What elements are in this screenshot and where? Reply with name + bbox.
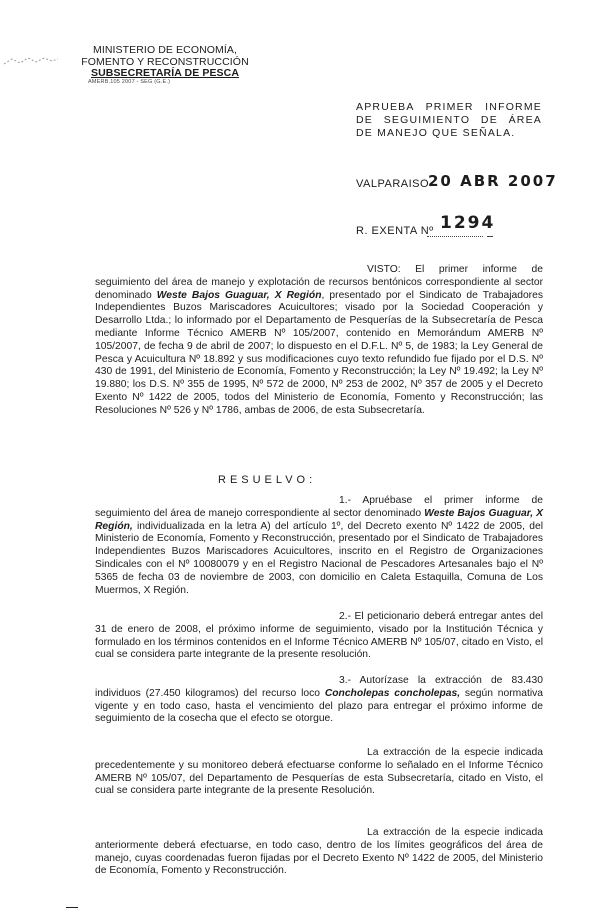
bottom-mark xyxy=(66,907,78,908)
item-1-text-b: individualizada en la letra A) del artículo 1º, del Decreto exento Nº 1422 de 2005, del Ministerio de Economía, Fomento y Reconstrucción, presentado por el Sindicato de Trabajadores Independientes Buzos Mariscadores Acuicultores, inscrito en el Registro de Organizaciones Sindicales con el Nº 10080079 y en el Registro Nacional de Pescadores Artesanales bajo el Nº 5365 de fecha 03 de noviembre de 2003, con domicilio en Caleta Estaquilla, Comuna de Los Muermos, X Región. xyxy=(95,520,543,596)
visto-area-name: Weste Bajos Guaguar, X Región xyxy=(156,289,322,301)
resolution-item-5 xyxy=(95,827,543,878)
exenta-number: 1294 xyxy=(440,213,496,233)
number-underline xyxy=(427,236,483,237)
reference-code: AMERB.105 2007 - SEG (G.E.) xyxy=(88,79,171,85)
exenta-label: R. EXENTA Nº xyxy=(356,225,434,237)
resolution-item-1 xyxy=(95,495,543,597)
ministry-name: MINISTERIO DE ECONOMÍA, xyxy=(92,44,238,56)
subsecretary-name: SUBSECRETARÍA DE PESCA xyxy=(90,67,240,79)
document-title: APRUEBA PRIMER INFORME DE SEGUIMIENTO DE ÁREA DE MANEJO QUE SEÑALA. xyxy=(356,101,542,139)
date-stamp: 20 ABR 2007 xyxy=(428,172,558,190)
item-3-text-a: 3.- Autorízase la extracción de 83.430 individuos (27.450 kilogramos) del recurso loco xyxy=(95,675,543,699)
item-1-area-name: Weste Bajos Guaguar, X Región, xyxy=(95,507,543,532)
item-2-text: 2.- El peticionario deberá entregar antes del 31 de enero de 2008, el próximo informe de seguimiento, visado por la Institución Técnica y formulado en los términos contenidos en el Informe Técnico AMERB Nº 105/07, citado en Visto, el cual se considera parte integrante de la presente resolución. xyxy=(95,611,543,661)
resolution-item-4 xyxy=(95,747,543,798)
stamp-mark xyxy=(2,55,60,67)
item-1-text-a: 1.- Apruébase el primer informe de seguimiento del área de manejo correspondiente al sector denominado xyxy=(95,495,543,519)
resolution-item-3 xyxy=(95,675,543,726)
place-label: VALPARAISO xyxy=(356,178,430,190)
resolution-item-2 xyxy=(95,611,543,662)
item-3-species-name: Concholepas concholepas, xyxy=(324,687,461,699)
item-4-text: La extracción de la especie indicada precedentemente y su monitoreo deberá efectuarse conforme lo señalado en el Informe Técnico AMERB Nº 105/07, del Departamento de Pesquerías de esta Subsecretaría, citado en Visto, el cual se considera parte integrante de la presente Resolución. xyxy=(95,747,543,797)
visto-paragraph xyxy=(95,264,543,418)
resuelvo-heading: RESUELVO: xyxy=(218,474,317,486)
ministry-division: FOMENTO Y RECONSTRUCCIÓN xyxy=(81,55,249,68)
item-5-text: La extracción de la especie indicada anteriormente deberá efectuarse, en todo caso, dentro de los límites geográficos del área de manejo, cuyas coordenadas fueron fijadas por el Decreto Exento Nº 1422 de 2005, del Ministerio de Economía, Fomento y Reconstrucción. xyxy=(95,827,543,877)
ministry-header xyxy=(80,45,250,80)
visto-text-2: , presentado por el Sindicato de Trabajadores Independientes Buzos Mariscadores Acuicultores; visado por la Sociedad Cooperación y Desarrollo Ltda.; lo informado por el Departamento de Pesquerías de la Subsecretaría de Pesca mediante Informe Técnico AMERB Nº 105/2007, contenido en Memorándum AMERB Nº 105/2007, de fecha 9 de abril de 2007; lo dispuesto en el D.F.L. Nº 5, de 1983; la Ley General de Pesca y Acuicultura Nº 18.892 y sus modificaciones cuyo texto refundido fue fijado por el D.S. Nº 430 de 1991, del Ministerio de Economía, Fomento y Reconstrucción; la Ley Nº 19.492; la Ley Nº 19.880; los D.S. Nº 355 de 1995, Nº 572 de 2000, Nº 253 de 2002, Nº 357 de 2005 y el Decreto Exento Nº 1422 de 2005, todos del Ministerio de Economía, Fomento y Reconstrucción; las Resoluciones Nº 526 y Nº 1786, ambas de 2006, de esta Subsecretaría. xyxy=(95,289,543,416)
visto-text-1: VISTO: El primer informe de seguimiento del área de manejo y explotación de recursos bentónicos correspondiente al sector denominado xyxy=(95,264,543,301)
item-3-text-b: según normativa vigente y en todo caso, hasta el vencimiento del plazo para entregar el próximo informe de seguimiento de la cosecha que el efecto se otorgue. xyxy=(95,687,543,725)
number-dash xyxy=(487,236,493,237)
